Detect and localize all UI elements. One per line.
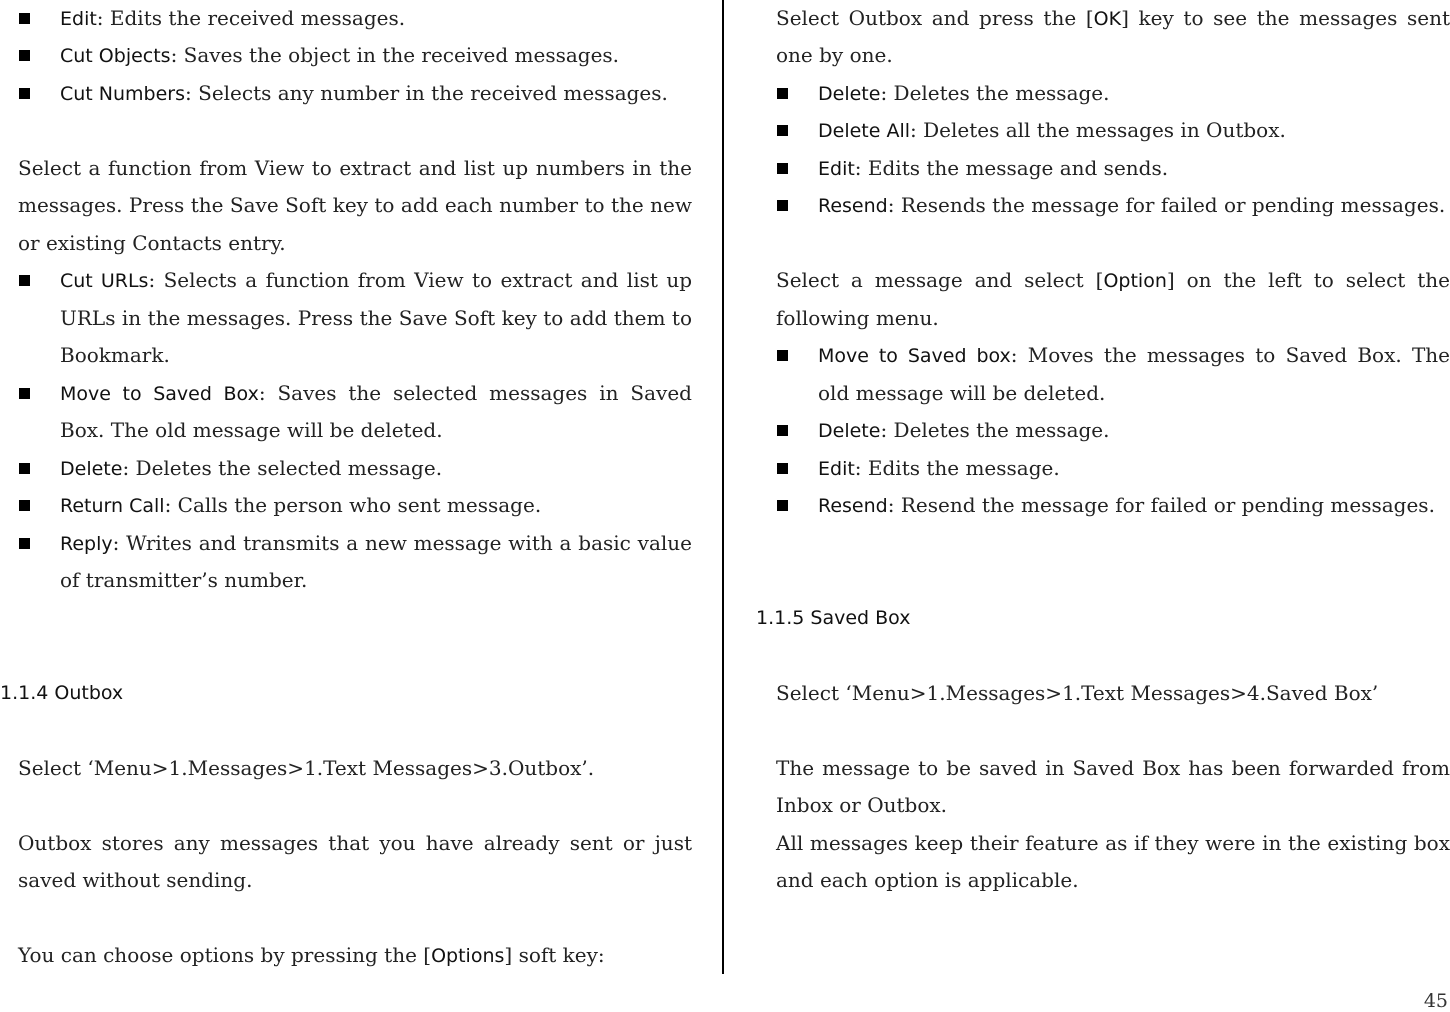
paragraph-line: Outbox stores any messages that you have already sent or just	[18, 831, 692, 855]
text-run: You can choose options by pressing the [	[18, 943, 432, 967]
bullet-cut-numbers	[60, 75, 692, 112]
page-number: 45	[1423, 990, 1448, 1012]
bullet-delete-all	[818, 112, 1450, 149]
bullet-cut-objects	[60, 37, 692, 74]
bullet-text: : Resend the message for failed or pending messages.	[887, 493, 1435, 517]
bullet-text: : Moves the messages to Saved Box. The	[1010, 343, 1450, 367]
text-run: ] on the left to select the	[1166, 268, 1450, 292]
bullet-term: Edit	[818, 458, 855, 480]
paragraph-line: and each option is applicable.	[776, 868, 1079, 892]
paragraph-line: following menu.	[776, 306, 939, 330]
bullet-continuation: of transmitter’s number.	[60, 568, 308, 592]
section-heading-saved-box: 1.1.5 Saved Box	[756, 607, 911, 629]
bullet-text: : Deletes the message.	[880, 418, 1110, 442]
bullet-delete	[60, 450, 692, 487]
paragraph-line: one by one.	[776, 43, 893, 67]
bullet-term: Move to Saved box	[818, 345, 1011, 367]
bullet-return-call	[60, 487, 692, 524]
text-run: ] soft key:	[504, 943, 605, 967]
bullet-text: : Saves the object in the received messages.	[170, 43, 620, 67]
section-heading-outbox: 1.1.4 Outbox	[0, 682, 124, 704]
bullet-text: : Deletes all the messages in Outbox.	[910, 118, 1286, 142]
bullet-text: : Edits the received messages.	[96, 6, 406, 30]
bullet-term: Edit	[60, 8, 97, 30]
bullet-term: Cut Numbers	[60, 83, 186, 105]
bullet-text: : Resends the message for failed or pending messages.	[887, 193, 1446, 217]
paragraph-line: messages. Press the Save Soft key to add each number to the new	[18, 193, 692, 217]
paragraph-line: Select a function from View to extract and list up numbers in the	[18, 156, 692, 180]
inline-term: Option	[1103, 270, 1167, 292]
inline-term: Options	[431, 945, 505, 967]
paragraph-line: The message to be saved in Saved Box has been forwarded from	[776, 756, 1450, 780]
bullet-text: : Deletes the message.	[880, 81, 1110, 105]
bullet-delete	[818, 75, 1450, 112]
bullet-continuation: old message will be deleted.	[818, 381, 1106, 405]
paragraph-line: All messages keep their feature as if they were in the existing box	[776, 831, 1450, 855]
bullet-edit	[60, 0, 692, 37]
text-run: ] key to see the messages sent	[1121, 6, 1450, 30]
column-divider	[722, 0, 724, 974]
text-run: Select Outbox and press the [	[776, 6, 1094, 30]
bullet-edit	[818, 450, 1450, 487]
paragraph-line	[18, 937, 692, 974]
bullet-reply	[60, 525, 692, 562]
bullet-term: Move to Saved Box	[60, 383, 259, 405]
paragraph-line: or existing Contacts entry.	[18, 231, 286, 255]
bullet-move-to-saved-box	[818, 337, 1450, 374]
text-run: Select a message and select [	[776, 268, 1104, 292]
bullet-term: Cut Objects	[60, 45, 171, 67]
bullet-continuation: URLs in the messages. Press the Save Soft key to add them to	[60, 306, 692, 330]
bullet-text: : Edits the message and sends.	[854, 156, 1169, 180]
bullet-term: Resend	[818, 495, 888, 517]
bullet-term: Delete	[818, 83, 881, 105]
bullet-text: : Writes and transmits a new message with a basic value	[112, 531, 692, 555]
bullet-term: Edit	[818, 158, 855, 180]
bullet-text: : Selects any number in the received messages.	[185, 81, 668, 105]
bullet-delete	[818, 412, 1450, 449]
bullet-term: Reply	[60, 533, 113, 555]
bullet-term: Return Call	[60, 495, 165, 517]
paragraph-line: Select ‘Menu>1.Messages>1.Text Messages>4.Saved Box’	[776, 681, 1379, 705]
bullet-text: : Deletes the selected message.	[122, 456, 443, 480]
bullet-resend	[818, 187, 1450, 224]
bullet-text: : Edits the message.	[854, 456, 1060, 480]
bullet-cut-urls	[60, 262, 692, 299]
paragraph-line: Select ‘Menu>1.Messages>1.Text Messages>3.Outbox’.	[18, 756, 595, 780]
inline-term: OK	[1093, 8, 1122, 30]
paragraph-line	[776, 262, 1450, 299]
bullet-term: Cut URLs	[60, 270, 149, 292]
bullet-resend	[818, 487, 1450, 524]
bullet-term: Delete	[818, 420, 881, 442]
bullet-text: : Calls the person who sent message.	[164, 493, 542, 517]
bullet-term: Resend	[818, 195, 888, 217]
bullet-edit	[818, 150, 1450, 187]
paragraph-line	[776, 0, 1450, 37]
bullet-term: Delete	[60, 458, 123, 480]
paragraph-line: Inbox or Outbox.	[776, 793, 948, 817]
bullet-text: : Saves the selected messages in Saved	[258, 381, 692, 405]
bullet-continuation: Box. The old message will be deleted.	[60, 418, 443, 442]
bullet-term: Delete All	[818, 120, 911, 142]
paragraph-line: saved without sending.	[18, 868, 253, 892]
bullet-move-to-saved-box	[60, 375, 692, 412]
bullet-continuation: Bookmark.	[60, 343, 170, 367]
bullet-text: : Selects a function from View to extract and list up	[148, 268, 692, 292]
